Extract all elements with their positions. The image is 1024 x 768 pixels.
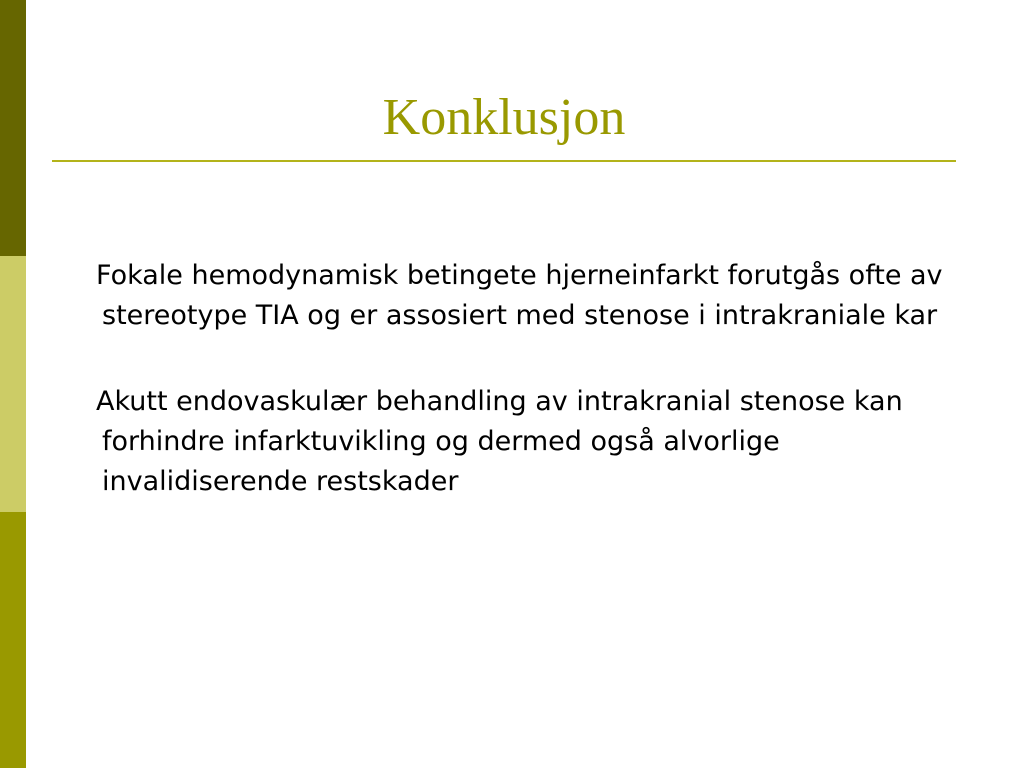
slide-title: Konklusjon [382, 89, 626, 146]
side-bar-bottom [0, 512, 26, 768]
paragraph-1: Fokale hemodynamisk betingete hjerneinfarkt forutgås ofte av stereotype TIA og er assosiert med stenose i intrakraniale kar [96, 260, 943, 331]
title-divider [52, 160, 956, 162]
paragraph-2: Akutt endovaskulær behandling av intrakranial stenose kan forhindre infarktuvikling og dermed også alvorlige invalidiserende restskader [96, 386, 903, 497]
slide-body [88, 256, 968, 548]
side-bar-top [0, 0, 26, 256]
side-bar-middle [0, 256, 26, 512]
